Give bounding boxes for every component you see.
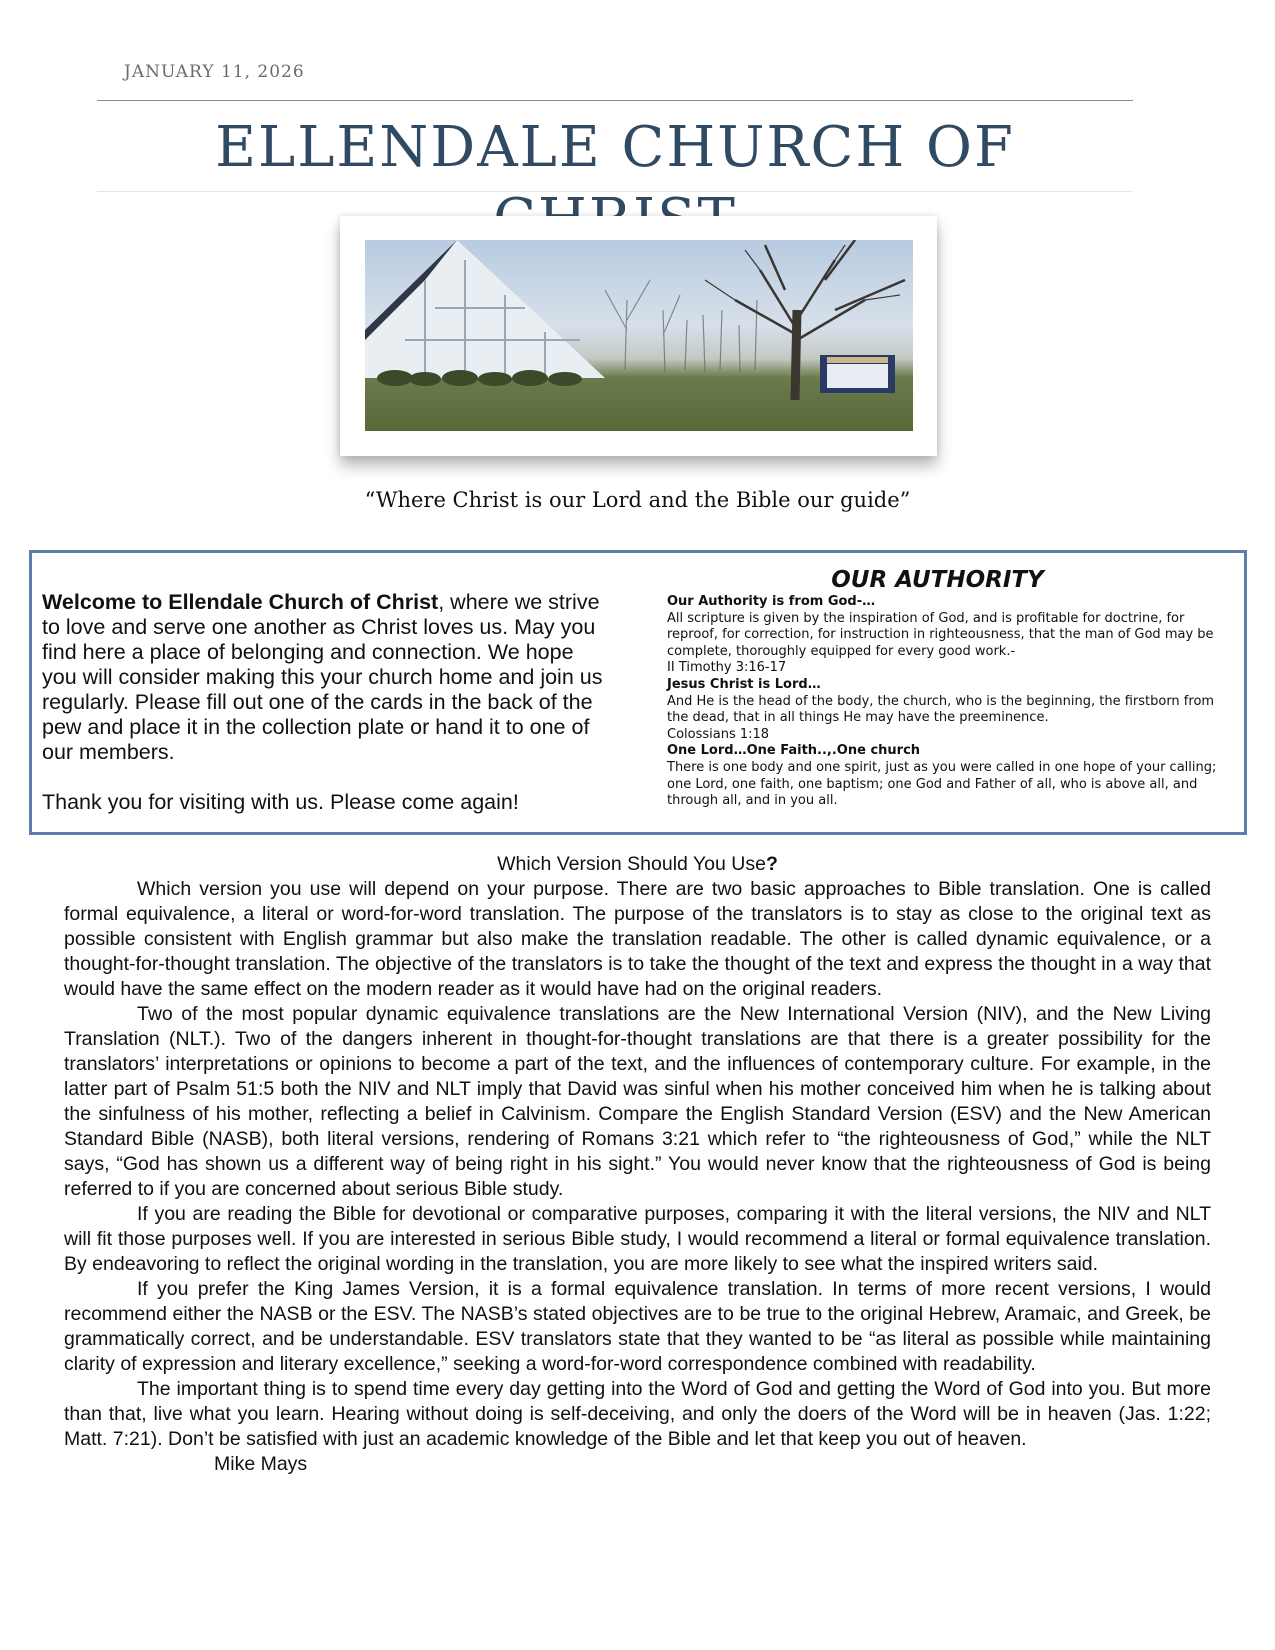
article-author: Mike Mays [214, 1453, 308, 1475]
authority-reference: Colossians 1:18 [667, 726, 770, 742]
newsletter-date: JANUARY 11, 2026 [124, 62, 305, 82]
church-building-photo [365, 240, 913, 431]
authority-scripture: There is one body and one spirit, just as you were called in one hope of your calling; one Lord, one faith, one baptism; one God and Father of all, who is above all, and through all, and in you all. [667, 759, 1217, 809]
authority-reference: II Timothy 3:16-17 [667, 660, 787, 676]
church-title: ELLENDALE CHURCH OF [215, 115, 1015, 180]
welcome-thanks: Thank you for visiting with us. Please come again! [42, 790, 519, 814]
welcome-text: , where we strive to love and serve one another as Christ loves us. May you find here a place of belonging and connection. We hope you will consider making this your church home and join us regularly. Please fill out one of the cards in the back of the pew and place it in the collection plate or hand it to one of our members. [42, 590, 603, 764]
article-paragraph: Which version you use will depend on your purpose. There are two basic approaches to Bible translation. One is called formal equivalence, a literal or word-for-word translation. The purpose of the translators is to stay as close to the original text as possible consistent with English grammar but also make the translation readable. The other is called dynamic equivalence, or a thought-for-thought translation. The objective of the translators is to take the thought of the text and express the thought in a way that would have the same effect on the modern reader as it would have had on the original readers. [64, 878, 1211, 1000]
welcome-paragraph [42, 590, 612, 765]
article-paragraph: If you are reading the Bible for devotional or comparative purposes, comparing it with the literal versions, the NIV and NLT will fit those purposes well. If you are interested in serious Bible study, I would recommend a literal or formal equivalence translation. By endeavoring to reflect the original wording in the translation, you are more likely to see what the inspired writers said. [64, 1203, 1211, 1275]
authority-text [667, 594, 1232, 810]
our-authority-section [667, 566, 1232, 810]
authority-heading: One Lord…One Faith..,.One church [667, 743, 921, 759]
header-divider-bottom [97, 191, 1133, 192]
authority-scripture: All scripture is given by the inspiration of God, and is profitable for doctrine, for reproof, for correction, for instruction in righteousness, that the man of God may be complete, thoroughly equipped for every good work.- [667, 610, 1214, 659]
authority-heading: Jesus Christ is Lord… [667, 676, 821, 692]
church-photo-frame [340, 216, 937, 456]
authority-scripture: And He is the head of the body, the church, who is the beginning, the firstborn from the dead, that in all things He may have the preeminence. [667, 693, 1215, 726]
article-paragraph: Two of the most popular dynamic equivalence translations are the New International Version (NIV), and the New Living Translation (NLT.). Two of the dangers inherent in thought-for-thought translations are that there is a greater possibility for the translators’ interpretations or opinions to become a part of the text, and the influences of contemporary culture. For example, in the latter part of Psalm 51:5 both the NIV and NLT imply that David was sinful when his mother conceived him when he is talking about the sinfulness of his mother, reflecting a belief in Calvinism. Compare the English Standard Version (ESV) and the New American Standard Bible (NASB), both literal versions, rendering of Romans 3:21 which refer to “the righteousness of God,” while the NLT says, “God has shown us a different way of being right in his sight.” You would never know that the righteousness of God is being referred to if you are concerned about serious Bible study. [64, 1003, 1211, 1200]
article [64, 852, 1211, 1477]
church-tagline: “Where Christ is our Lord and the Bible our guide” [364, 488, 911, 512]
welcome-lead: Welcome to Ellendale Church of Christ [42, 590, 439, 614]
authority-title: OUR AUTHORITY [831, 567, 1044, 593]
article-title-text: Which Version Should You Use [497, 853, 766, 875]
article-title-mark: ? [765, 853, 778, 875]
article-paragraph: If you prefer the King James Version, it is a formal equivalence translation. In terms of more recent versions, I would recommend either the NASB or the ESV. The NASB’s stated objectives are to be true to the original Hebrew, Aramaic, and Greek, be grammatically correct, and be understandable. ESV translators state that they wanted to be “as literal as possible while maintaining clarity of expression and literary excellence,” seeking a word-for-word correspondence combined with readability. [64, 1278, 1211, 1375]
welcome-authority-box [29, 550, 1247, 835]
header-divider-top [97, 100, 1133, 101]
welcome-message [42, 590, 612, 815]
article-title [64, 852, 1211, 877]
article-paragraph: The important thing is to spend time every day getting into the Word of God and getting the Word of God into you. But more than that, live what you learn. Hearing without doing is self-deceiving, and only the doers of the Word will be in heaven (Jas. 1:22; Matt. 7:21). Don’t be satisfied with just an academic knowledge of the Bible and let that keep you out of heaven. [64, 1378, 1211, 1450]
authority-heading: Our Authority is from God-… [667, 594, 876, 609]
